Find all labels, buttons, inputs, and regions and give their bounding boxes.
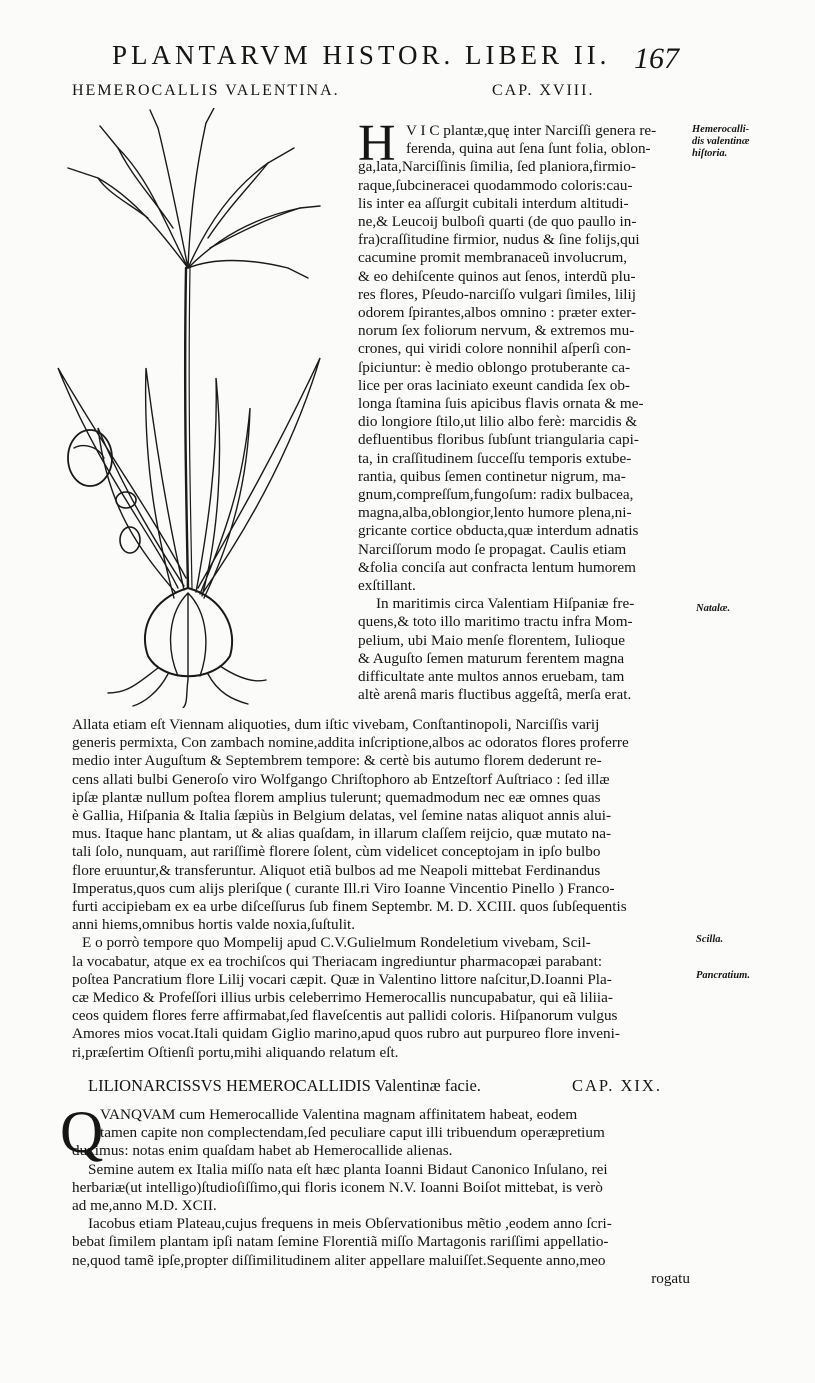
- margin-note-line: Hemerocalli-: [692, 124, 750, 135]
- drop-cap-q: Q: [60, 1099, 104, 1165]
- text-line: lice per oras laciniato exeunt candida ſex ob-: [358, 376, 630, 394]
- text-line: & Auguſto ſemen maturum ferentem magna: [358, 649, 625, 667]
- text-line: la vocabatur, atque ex ea trochiſcos qui Theriacam ingrediuntur pharmacopæi parabant:: [72, 952, 603, 970]
- text-line: cacumine promit membranaceũ involucrum,: [358, 249, 628, 267]
- text-line: pelium, ubi Maio menſe florentem, Iulioque: [358, 631, 625, 649]
- margin-note-scilla: Scilla.: [696, 934, 724, 945]
- text-line: ſpiciuntur: è medio oblongo protuberante ca-: [358, 358, 631, 376]
- text-line: crones, qui viridi colore nonnihil aſperſi con-: [358, 340, 631, 358]
- chapter19-number: CAP. XIX.: [572, 1076, 662, 1095]
- text-line: Imperatus,quos cum alijs pleriſque ( curante Ill.ri Viro Ioanne Vincentio Pinello ) Franco-: [72, 879, 615, 897]
- text-line: raque,ſubcineracei quodammodo coloris:cau-: [358, 176, 633, 194]
- text-line: mus. Itaque hanc plantam, ut & alias quaſdam, in illarum claſſem reijcio, quæ mutato na-: [72, 825, 612, 843]
- text-line: difficultate ante multos annos eruebam, tam: [358, 668, 625, 686]
- text-line: duximus: notas enim quaſdam habet ab Hemerocallide alienas.: [72, 1142, 453, 1160]
- text-line: herbariæ(ut intelligo)ſtudioſiſſimo,qui floris iconem N.V. Ioanni Boiſot mittebat, is verò: [72, 1178, 603, 1196]
- text-line: medio inter Auguſtum & Septembrem tempore: & certè bis autumo florem dederunt re-: [72, 752, 602, 770]
- chapter19-title: LILIONARCISSVS HEMEROCALLIDIS Valentinæ facie.: [88, 1076, 481, 1095]
- page-number: 167: [634, 42, 679, 75]
- text-line: tamen capite non complectendam,ſed peculiare caput illi tribuendum operæpretium: [100, 1124, 605, 1142]
- chapter18-full-text: [72, 716, 686, 1062]
- text-line: defluentibus floribus ſubſunt triangularia capi-: [358, 431, 639, 449]
- text-line: longa ſtamina ſuis apicibus flavis ornata & me-: [358, 395, 644, 413]
- margin-note-historia: [692, 124, 749, 160]
- text-line: Amores mios vocat.Itali quidam Giglio marino,apud quos rubro aut purpureo flore inveni-: [72, 1025, 620, 1043]
- drop-cap-h: H: [358, 115, 396, 172]
- margin-note-natalae: Natalæ.: [696, 603, 731, 614]
- catchword: rogatu: [651, 1269, 690, 1287]
- chapter19-heading: [88, 1076, 688, 1096]
- text-line: cens allati bulbi Generoſo viro Wolfgango Chriſtophoro ab Entzeſtorf Auſtriaco : ſed illæ: [72, 770, 610, 788]
- text-line: VANQVAM cum Hemerocallide Valentina magnam affinitatem habeat, eodem: [100, 1106, 578, 1123]
- text-line: bebat ſimilem plantam ipſi natam ſemine Florentiã miſſo Martagonis rariſſimi appellatio-: [72, 1233, 609, 1251]
- text-line: ad me,anno M.D. XCII.: [72, 1197, 217, 1215]
- text-line: fra)craſſitudine firmior, nudus & ſine folijs,qui: [358, 231, 640, 249]
- text-line: cæ Medico & Profeſſori illius urbis celeberrimo Hemerocallis nuncupabatur, qui eã liliia-: [72, 989, 613, 1007]
- text-line: ne,& Leucoij bulboſi quarti (de quo paullo in-: [358, 213, 637, 231]
- text-line: generis permixta, Con zambach nomine,addita inſcriptione,albos ac odoratos flores proferre: [72, 734, 629, 752]
- text-line: Semine autem ex Italia miſſo nata eſt hæc planta Ioanni Bidaut Canonico Inſulano, rei: [88, 1160, 608, 1178]
- text-line: norum ſex foliorum nervum, & extremos mu-: [358, 322, 635, 340]
- text-line: ta, in craſſitudinem ſucceſſu temporis extube-: [358, 449, 632, 467]
- text-line: è Gallia, Hiſpania & Italia ſæpiùs in Belgium delatas, vel ſemine natas aliquot annis alui-: [72, 807, 612, 825]
- text-line: Narciſſorum modo ſe propagat. Caulis etiam: [358, 540, 627, 558]
- text-line: magna,alba,oblongior,lento humore plena,ni-: [358, 504, 632, 522]
- text-line: res flores, Pſeudo-narciſſo vulgari ſimiles, lilij: [358, 285, 636, 303]
- text-line: ferenda, quina aut ſena ſunt folia, oblon-: [406, 140, 651, 158]
- chapter19-text: [72, 1106, 690, 1288]
- chapter-number: CAP. XVIII.: [492, 82, 595, 99]
- text-line: V I C plantæ,quę inter Narciſſi genera re-: [406, 122, 657, 139]
- text-line: ne,quod tamẽ ipſe,propter diſſimilitudinem aliter appellare maluiſſet.Sequente anno,meo: [72, 1251, 606, 1269]
- text-line: rantia, quibus ſemen continetur nigrum, ma-: [358, 467, 626, 485]
- text-line: odorem ſpirantes,albos omnino : præter exter-: [358, 304, 637, 322]
- margin-note-line: hiſtoria.: [692, 148, 728, 159]
- section-subtitle: HEMEROCALLIS VALENTINA.: [72, 82, 340, 99]
- text-line: poſtea Pancratium flore Lilij vocari cæpit. Quæ in Valentino littore naſcitur,D.Ioanni Pla-: [72, 970, 612, 988]
- text-line: lis inter ea aſſurgit cubitali interdum altitudi-: [358, 194, 629, 212]
- margin-note-line: dis valentinæ: [692, 136, 750, 147]
- text-line: exſtillant.: [358, 577, 416, 595]
- text-line: Iacobus etiam Plateau,cujus frequens in meis Obſervationibus mẽtio ,eodem anno ſcri-: [88, 1215, 612, 1233]
- text-line: Allata etiam eſt Viennam aliquoties, dum iſtic vivebam, Conſtantinopoli, Narciſſis varij: [72, 716, 600, 733]
- text-line: ceos quidem flores ferre affirmabat,ſed flaveſcentis aut pallidi coloris. Hiſpanorum vulgus: [72, 1007, 618, 1025]
- chapter18-column-text: [358, 122, 686, 705]
- text-line: ri,præſertim Oſtienſi portu,mihi aliquando relatum eſt.: [72, 1043, 399, 1061]
- text-line: gricante cortice obducta,quæ interdum adnatis: [358, 522, 639, 540]
- text-line: E o porrò tempore quo Mompelij apud C.V.Gulielmum Rondeletium vivebam, Scil-: [82, 934, 591, 952]
- text-line: dio longiore ſtilo,ut lilio albo ferè: marcidis &: [358, 413, 638, 431]
- text-line: altè arenâ maris fluctibus aggeſtâ, merſa erat.: [358, 686, 632, 704]
- text-line: ipſæ plantæ nullum poſtea florem amplius tulerunt; quemadmodum nec eæ omnes quas: [72, 788, 601, 806]
- text-line: tali ſolo, nunquam, aut rariſſimè florere ſolent, cùm videlicet conceptojam in ipſo bulbo: [72, 843, 601, 861]
- text-line: &folia conciſa aut confracta lentum humorem: [358, 558, 636, 576]
- text-line: gnum,compreſſum,fungoſum: radix bulbacea,: [358, 486, 634, 504]
- plant-illustration: [38, 108, 328, 708]
- margin-note-pancratium: Pancratium.: [696, 970, 750, 981]
- text-line: furti accipiebam ex ea urbe diſceſſurus ſub finem Septembr. M. D. XCIII. quos ſubſequentis: [72, 898, 627, 916]
- text-line: In maritimis circa Valentiam Hiſpaniæ fre-: [376, 595, 635, 613]
- text-line: ga,lata,Narciſſinis ſimilia, ſed planiora,firmio-: [358, 158, 636, 176]
- text-line: flore eruuntur,& transferuntur. Aliquot etiã bulbos ad me Neapoli mittebat Ferdinandus: [72, 861, 601, 879]
- text-line: anni hiems,omnibus hortis valde noxia,ſuſtulit.: [72, 916, 356, 934]
- text-line: quens,& toto illo maritimo tractu infra Mom-: [358, 613, 633, 631]
- text-line: & eo dehiſcente quinos aut ſenos, interdũ plu-: [358, 267, 636, 285]
- running-title: PLANTARVM HISTOR. LIBER II.: [112, 40, 611, 70]
